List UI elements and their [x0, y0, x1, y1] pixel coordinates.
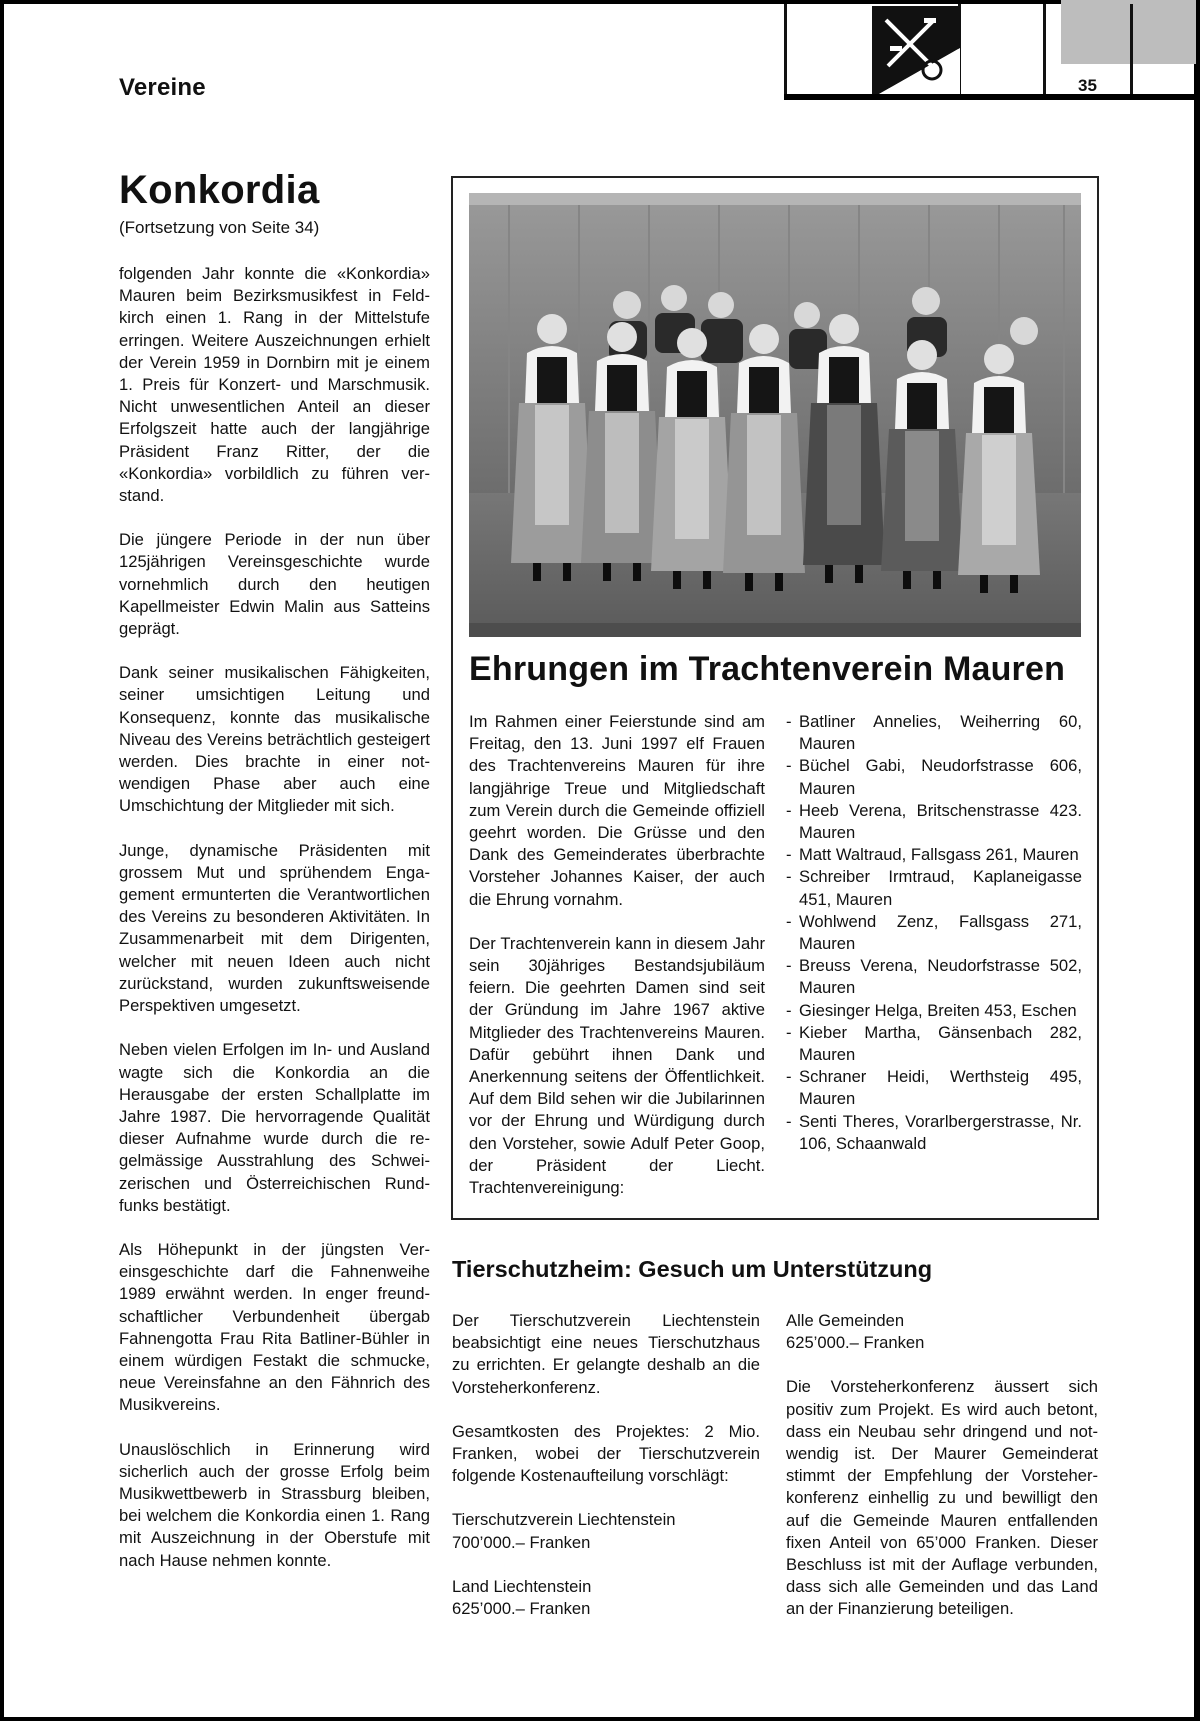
list-item: - Giesinger Helga, Breiten 453, Eschen	[786, 1000, 1077, 1020]
article-title-ehrungen: Ehrungen im Trachtenverein Mauren	[469, 650, 1066, 688]
paragraph: Im Rahmen einer Feierstunde sind am Freitag, den 13. Juni 1997 elf Frauen des Trachtenvereins Mauren für ihre langjährige Treue und Mitgliedschaft zum Verein durch die Gemeinde offiziell geehrt worden. Die Grüsse und den Dank des Gemeinderates überbrachte Vorsteher Johannes Kaiser, der auch die Ehrung vornahm.	[469, 712, 765, 909]
list-item: - Wohlwend Zenz, Fallsgass 271, Mauren	[786, 911, 1082, 954]
paragraph: Unauslöschlich in Erinnerung wird sicherlich auch der grosse Erfolg beim Musikwettbewerb in Strassburg bleiben, bei welchem die Konkordia einen 1. Rang mit Auszeichnung in der Oberstufe mit nach Hause nehmen konnte.	[119, 1439, 430, 1570]
header-divider	[1130, 4, 1133, 96]
article-title-tierschutz: Tierschutzheim: Gesuch um Unterstützung	[452, 1256, 933, 1282]
group-photo	[469, 193, 1081, 637]
list-item: - Kieber Martha, Gänsenbach 282, Mauren	[786, 1022, 1082, 1065]
header-gray-band	[1061, 0, 1196, 64]
paragraph: Der Trachtenverein kann in diesem Jahr sein 30jähriges Bestandsjubiläum feiern. Die geehrten Damen sind seit der Gründung im Jahre 1967 aktive Mitglieder des Trachtenvereins Mauren. Dafür gebührt ihnen Dank und Anerkennung seitens der Öffentlichkeit. Auf dem Bild sehen wir die Jubilarinnen vor der Ehrung und Würdigung durch den Vorsteher, sowie Adulf Peter Goop, der Präsident der Liecht. Trachtenvereinigung:	[469, 933, 765, 1198]
paragraph: Die Vorsteherkonferenz äussert sich positiv zum Projekt. Es wird auch betont, dass ein Neubau sehr dringend und notwendig ist. Der Maurer Gemeinderat stimmt der Empfehlung der Vorsteherkonferenz einhellig zu und bewilligt den auf die Gemeinde Mauren entfallenden fixen Anteil von 65’000 Franken. Dieser Beschluss ist mit der Auflage verbunden, dass sich alle Gemeinden und das Land an der Finanzierung beteiligen.	[786, 1377, 1098, 1619]
coat-of-arms-icon	[872, 6, 960, 98]
list-item: - Batliner Annelies, Weiherring 60, Mauren	[786, 712, 1082, 754]
header-divider	[1043, 4, 1046, 96]
list-item: - Büchel Gabi, Neudorfstrasse 606, Mauren	[786, 756, 1082, 798]
list-item: - Matt Waltraud, Fallsgass 261, Mauren	[786, 845, 1079, 865]
cost-allocation: Tierschutzverein Liechtenstein 700’000.– Franken	[452, 1510, 676, 1552]
continuation-note: (Fortsetzung von Seite 34)	[119, 218, 320, 237]
article-title-konkordia: Konkordia	[119, 168, 320, 212]
paragraph: Als Höhepunkt in der jüngsten Vereinsgeschichte darf die Fahnenweihe 1989 erwähnt werden. In enger freundschaftlicher Verbundenheit übergab Fahnengotta Frau Rita Batliner-Bühler in einem würdigen Festakt die schmucke, neue Vereinsfahne an den Fähnrich des Musikvereins.	[119, 1239, 430, 1415]
paragraph: folgenden Jahr konnte die «Konkordia» Mauren beim Bezirksmusikfest in Feldkirch einen 1. Rang in der Mittelstufe erringen. Weitere Auszeichnungen erhielt der Verein 1959 in Dornbirn mit je einem 1. Preis für Konzert- und Marschmusik. Nicht unwesentlichen Anteil an dieser Erfolgszeit hatte auch der langjährige Präsident Franz Ritter, der die «Konkordia» vorbildlich zu führen verstand.	[119, 264, 430, 506]
list-item: - Heeb Verena, Britschenstrasse 423. Mauren	[786, 800, 1082, 843]
paragraph: Neben vielen Erfolgen im In- und Ausland wagte sich die Konkordia an die Herausgabe der ersten Schallplatte im Jahre 1987. Die hervorragende Qualität dieser Aufnahme wurde durch die regelmässige Ausstrahlung des Schweizerischen und Österreichischen Rundfunks bestätigt.	[119, 1040, 430, 1215]
cost-allocation: Land Liechtenstein 625’000.– Franken	[452, 1576, 592, 1619]
page-number: 35	[1078, 76, 1097, 95]
section-label: Vereine	[119, 74, 206, 101]
cost-allocation: Alle Gemeinden 625’000.– Franken	[786, 1311, 925, 1353]
list-item: - Senti Theres, Vorarlbergerstrasse, Nr. 106, Schaanwald	[786, 1111, 1082, 1153]
paragraph: Junge, dynamische Präsidenten mit grossem Mut und sprühendem Engagement ermunterten die Verantwortlichen des Vereins zu besonderen Aktivitäten. In Zusammenarbeit mit dem Dirigenten, welcher mit neuen Ideen auch nicht zurückstand, wurden zukunftsweisende Perspektiven umgesetzt.	[119, 840, 430, 1016]
paragraph: Die jüngere Periode in der nun über 125jährigen Vereinsgeschichte wurde vornehmlich durch den heutigen Kapellmeister Edwin Malin aus Satteins geprägt.	[119, 530, 430, 639]
honoree-list	[786, 711, 1082, 1155]
paragraph: Gesamtkosten des Projektes: 2 Mio. Franken, wobei der Tierschutzverein folgende Kostenaufteilung vorschlägt:	[452, 1421, 760, 1486]
list-item: - Schraner Heidi, Werthsteig 495, Mauren	[786, 1067, 1082, 1109]
paragraph: Dank seiner musikalischen Fähigkeiten, seiner umsichtigen Leitung und Konsequenz, konnte das musikalische Niveau des Vereins beträchtlich gesteigert werden. Dies brachte in einer notwendigen Phase aber auch eine Umschichtung der Mitglieder mit sich.	[119, 663, 430, 816]
list-item: - Schreiber Irmtraud, Kaplaneigasse 451, Mauren	[786, 867, 1082, 909]
header-rule	[784, 94, 1196, 100]
konkordia-column	[119, 263, 430, 1594]
ehrungen-text-column	[469, 711, 765, 1199]
tierschutz-left-column	[452, 1310, 760, 1620]
list-item: - Breuss Verena, Neudorfstrasse 502, Mauren	[786, 956, 1082, 998]
paragraph: Der Tierschutzverein Liechtenstein beabsichtigt eine neues Tierschutzhaus zu errichten. Er gelangte deshalb an die Vorsteherkonferenz.	[452, 1311, 760, 1397]
tierschutz-right-column	[786, 1310, 1098, 1621]
